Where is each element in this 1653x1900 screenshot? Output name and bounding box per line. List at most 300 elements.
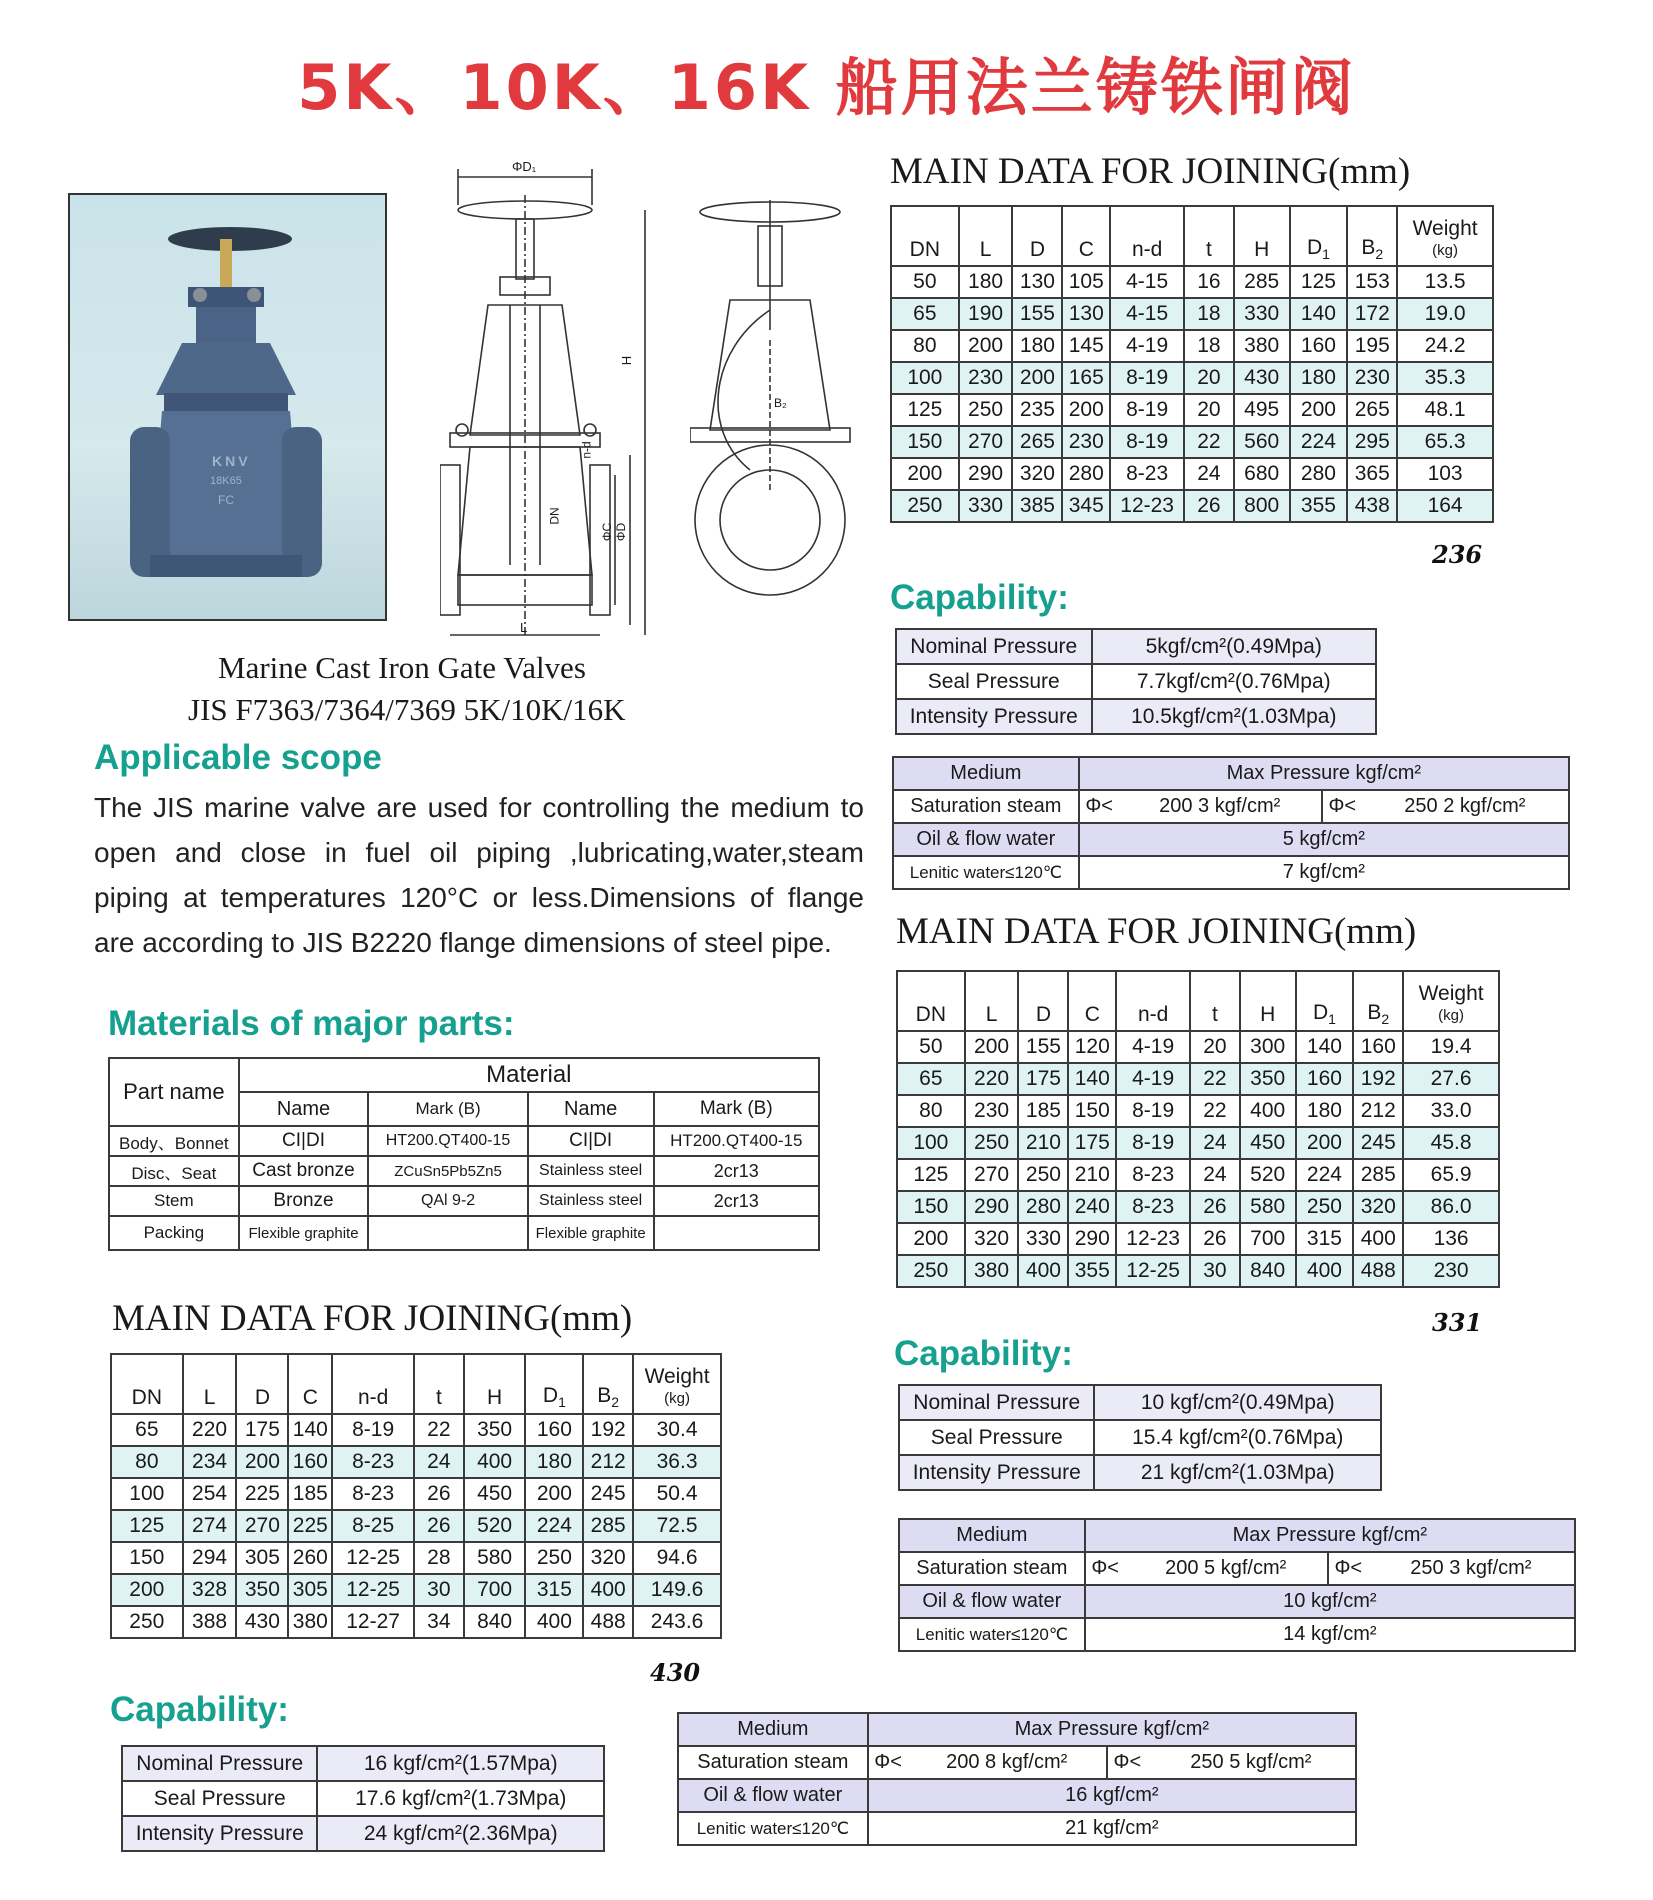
capability-heading-10k: Capability: — [894, 1334, 1073, 1373]
table-row — [897, 1095, 1499, 1127]
table-row — [111, 1574, 721, 1606]
cell-b2: 320 — [583, 1542, 633, 1574]
data-table-5k-body — [891, 206, 1493, 522]
cell-b2: 195 — [1347, 330, 1397, 362]
materials-part: Body、Bonnet — [109, 1126, 239, 1156]
cap-nominal-value: 10 kgf/cm²(0.49Mpa) — [1094, 1385, 1381, 1420]
cell-dn: 80 — [897, 1095, 965, 1127]
cell-h: 680 — [1234, 458, 1290, 490]
cell-dn: 150 — [897, 1191, 965, 1223]
cell-h: 520 — [464, 1510, 526, 1542]
front-view-drawing — [440, 159, 660, 645]
dim-d1-label: ΦD₁ — [512, 159, 537, 174]
cell-b2: 400 — [583, 1574, 633, 1606]
cell-c: 345 — [1062, 490, 1110, 522]
weight-label: Weight — [1412, 217, 1478, 240]
cell-t: 18 — [1184, 330, 1234, 362]
cap-nominal-value: 16 kgf/cm²(1.57Mpa) — [317, 1746, 604, 1781]
col-header-b2 — [583, 1354, 633, 1414]
cell-dn: 65 — [111, 1414, 183, 1446]
table-row — [891, 458, 1493, 490]
cell-dn: 125 — [897, 1159, 965, 1191]
materials-mark-a: HT200.QT400-15 — [368, 1126, 527, 1156]
materials-row — [109, 1216, 819, 1250]
table-row — [891, 394, 1493, 426]
cell-dn: 125 — [891, 394, 959, 426]
cell-b2: 295 — [1347, 426, 1397, 458]
cell-d: 350 — [236, 1574, 288, 1606]
cell-nd: 12-25 — [332, 1574, 414, 1606]
dim-dn-label: DN — [547, 507, 562, 525]
cell-d: 175 — [1018, 1063, 1068, 1095]
cell-d1: 200 — [1290, 394, 1348, 426]
materials-name-a: CI|DI — [239, 1126, 369, 1156]
table-row — [891, 426, 1493, 458]
mp-oil-label: Oil & flow water — [678, 1779, 868, 1812]
capability-heading-16k: Capability: — [110, 1690, 289, 1729]
cell-nd: 12-25 — [332, 1542, 414, 1574]
mp-steam-label: Saturation steam — [678, 1746, 868, 1779]
cell-b2: 245 — [1353, 1127, 1403, 1159]
cell-nd: 8-23 — [1116, 1191, 1190, 1223]
cell-t: 24 — [1190, 1159, 1240, 1191]
table-row — [111, 1414, 721, 1446]
caption-line-2: JIS F7363/7364/7369 5K/10K/16K — [188, 692, 626, 727]
cell-l: 328 — [183, 1574, 237, 1606]
cell-b2: 172 — [1347, 298, 1397, 330]
cell-c: 175 — [1068, 1127, 1116, 1159]
cell-weight: 24.2 — [1397, 330, 1493, 362]
col-header-d1 — [1290, 206, 1348, 266]
cell-d1: 315 — [525, 1574, 583, 1606]
cell-weight: 94.6 — [633, 1542, 721, 1574]
table-row — [897, 1191, 1499, 1223]
part-name-header: Part name — [109, 1058, 239, 1126]
cell-b2: 230 — [1347, 362, 1397, 394]
cell-c: 355 — [1068, 1255, 1116, 1287]
cap-nominal-label: Nominal Pressure — [122, 1746, 317, 1781]
cap-seal-value: 15.4 kgf/cm²(0.76Mpa) — [1094, 1420, 1381, 1455]
table-row — [891, 490, 1493, 522]
table-note-10k: 331 — [1432, 1308, 1483, 1337]
table-header-row — [891, 206, 1493, 266]
col-header-b2-sub: 2 — [1375, 246, 1384, 262]
cell-b2: 488 — [1353, 1255, 1403, 1287]
cell-l: 230 — [959, 362, 1013, 394]
cell-d: 280 — [1018, 1191, 1068, 1223]
cell-c: 105 — [1062, 266, 1110, 298]
table-row — [897, 1127, 1499, 1159]
cell-h: 450 — [1240, 1127, 1296, 1159]
cell-dn: 150 — [111, 1542, 183, 1574]
cell-d: 330 — [1018, 1223, 1068, 1255]
cell-d1: 224 — [1296, 1159, 1354, 1191]
cell-l: 380 — [965, 1255, 1019, 1287]
capability-heading-5k: Capability: — [890, 578, 1069, 617]
cell-nd: 8-25 — [332, 1510, 414, 1542]
photo-marking-2: 18K65 — [210, 475, 242, 487]
cell-weight: 136 — [1403, 1223, 1499, 1255]
mark-header-b: Mark (B) — [654, 1092, 819, 1126]
col-header-weight — [1397, 206, 1493, 266]
table-row — [897, 1223, 1499, 1255]
col-header-b2-sub: 2 — [611, 1394, 620, 1410]
col-header-l: L — [965, 971, 1019, 1031]
materials-mark-a: ZCuSn5Pb5Zn5 — [368, 1156, 527, 1186]
cell-h: 350 — [464, 1414, 526, 1446]
col-header-weight — [633, 1354, 721, 1414]
weight-label: Weight — [1418, 982, 1484, 1005]
cell-dn: 65 — [897, 1063, 965, 1095]
cell-dn: 50 — [891, 266, 959, 298]
materials-name-a1: CI — [282, 1130, 302, 1151]
materials-name-a: Bronze — [239, 1186, 369, 1216]
cell-l: 200 — [959, 330, 1013, 362]
cell-weight: 36.3 — [633, 1446, 721, 1478]
cell-d1: 160 — [525, 1414, 583, 1446]
cell-b2: 192 — [583, 1414, 633, 1446]
col-header-b2-main: B — [597, 1383, 612, 1407]
cell-dn: 200 — [111, 1574, 183, 1606]
cell-c: 200 — [1062, 394, 1110, 426]
cell-weight: 19.0 — [1397, 298, 1493, 330]
cell-b2: 265 — [1347, 394, 1397, 426]
photo-marking-3: FC — [218, 493, 234, 507]
cell-b2: 320 — [1353, 1191, 1403, 1223]
table-row — [111, 1446, 721, 1478]
cell-l: 254 — [183, 1478, 237, 1510]
cell-b2: 160 — [1353, 1031, 1403, 1063]
cap-intensity-value: 21 kgf/cm²(1.03Mpa) — [1094, 1455, 1381, 1490]
materials-mark-a: QAl 9-2 — [368, 1186, 527, 1216]
cell-c: 140 — [1068, 1063, 1116, 1095]
col-header-d: D — [1012, 206, 1062, 266]
cell-nd: 8-19 — [1110, 362, 1184, 394]
cell-d1: 400 — [1296, 1255, 1354, 1287]
cap-nominal-label: Nominal Pressure — [899, 1385, 1094, 1420]
materials-row — [109, 1186, 819, 1216]
mp-medium-header: Medium — [899, 1519, 1085, 1552]
weight-unit: (kg) — [1438, 1007, 1465, 1024]
cell-c: 280 — [1062, 458, 1110, 490]
cap-seal-label: Seal Pressure — [122, 1781, 317, 1816]
col-header-nd: n-d — [1110, 206, 1184, 266]
table-row — [897, 1031, 1499, 1063]
table-header-row — [897, 971, 1499, 1031]
cell-l: 270 — [965, 1159, 1019, 1191]
cell-h: 380 — [1234, 330, 1290, 362]
cell-dn: 65 — [891, 298, 959, 330]
data-table-16k-body — [111, 1354, 721, 1638]
table-row — [891, 330, 1493, 362]
cell-weight: 72.5 — [633, 1510, 721, 1542]
cell-d: 200 — [1012, 362, 1062, 394]
cell-nd: 4-15 — [1110, 298, 1184, 330]
cell-t: 22 — [414, 1414, 464, 1446]
cell-weight: 65.3 — [1397, 426, 1493, 458]
cell-nd: 8-23 — [1116, 1159, 1190, 1191]
cell-dn: 125 — [111, 1510, 183, 1542]
mp-oil-value: 5 kgf/cm² — [1079, 823, 1569, 856]
cell-d: 225 — [236, 1478, 288, 1510]
mp-medium-header: Medium — [893, 757, 1079, 790]
mp-steam-b: 250 2 kgf/cm² — [1362, 790, 1569, 823]
cell-nd: 8-23 — [332, 1478, 414, 1510]
cell-t: 22 — [1190, 1095, 1240, 1127]
cell-h: 495 — [1234, 394, 1290, 426]
cell-dn: 250 — [111, 1606, 183, 1638]
data-table-10k-body — [897, 971, 1499, 1287]
mp-phi-b: Φ< — [1328, 1552, 1368, 1585]
cap-seal-value: 7.7kgf/cm²(0.76Mpa) — [1092, 664, 1377, 699]
cell-dn: 250 — [897, 1255, 965, 1287]
cell-c: 290 — [1068, 1223, 1116, 1255]
materials-name-b: CI|DI — [528, 1126, 654, 1156]
cell-c: 160 — [288, 1446, 332, 1478]
front-view-svg — [440, 165, 660, 645]
cell-d: 210 — [1018, 1127, 1068, 1159]
table-row — [897, 1159, 1499, 1191]
mp-lenitic-label: Lenitic water≤120℃ — [899, 1618, 1085, 1651]
col-header-d1-main: D — [1312, 1000, 1329, 1024]
col-header-l: L — [959, 206, 1013, 266]
mp-oil-label: Oil & flow water — [899, 1585, 1085, 1618]
cell-weight: 48.1 — [1397, 394, 1493, 426]
cell-d: 250 — [1018, 1159, 1068, 1191]
photo-marking-1: KNV — [212, 453, 251, 469]
cell-d1: 125 — [1290, 266, 1348, 298]
cell-nd: 12-23 — [1116, 1223, 1190, 1255]
col-header-t: t — [1190, 971, 1240, 1031]
materials-part: Stem — [109, 1186, 239, 1216]
cell-l: 290 — [959, 458, 1013, 490]
cell-nd: 12-23 — [1110, 490, 1184, 522]
dim-l-label: L — [520, 620, 528, 635]
mp-max-header: Max Pressure kgf/cm² — [1079, 757, 1569, 790]
cell-c: 225 — [288, 1510, 332, 1542]
col-header-c: C — [1062, 206, 1110, 266]
cell-h: 285 — [1234, 266, 1290, 298]
cell-t: 26 — [1184, 490, 1234, 522]
dim-d-label: ΦD — [614, 522, 629, 542]
cell-nd: 8-19 — [1116, 1095, 1190, 1127]
col-header-b2 — [1347, 206, 1397, 266]
cell-h: 450 — [464, 1478, 526, 1510]
dim-h-label: H — [619, 355, 635, 366]
materials-name-b: Stainless steel — [528, 1186, 654, 1216]
main-data-heading-10k: MAIN DATA FOR JOINING(mm) — [896, 911, 1417, 952]
cell-weight: 45.8 — [1403, 1127, 1499, 1159]
cell-weight: 33.0 — [1403, 1095, 1499, 1127]
cell-c: 260 — [288, 1542, 332, 1574]
cell-l: 220 — [965, 1063, 1019, 1095]
cell-c: 130 — [1062, 298, 1110, 330]
table-row — [891, 362, 1493, 394]
table-header-row — [111, 1354, 721, 1414]
max-pressure-table-16k — [677, 1712, 1357, 1846]
cell-l: 220 — [183, 1414, 237, 1446]
col-header-h: H — [1240, 971, 1296, 1031]
cell-dn: 150 — [891, 426, 959, 458]
cell-t: 20 — [1190, 1031, 1240, 1063]
cell-nd: 8-19 — [1116, 1127, 1190, 1159]
weight-unit: (kg) — [664, 1390, 690, 1407]
cell-weight: 27.6 — [1403, 1063, 1499, 1095]
col-header-d1-sub: 1 — [1322, 246, 1330, 262]
cell-b2: 285 — [583, 1510, 633, 1542]
mp-lenitic-value: 7 kgf/cm² — [1079, 856, 1569, 889]
cell-l: 234 — [183, 1446, 237, 1478]
cell-l: 190 — [959, 298, 1013, 330]
col-header-d1-sub: 1 — [558, 1394, 566, 1410]
page-title: 5K、10K、16K 船用法兰铸铁闸阀 — [297, 51, 1356, 124]
cell-nd: 12-25 — [1116, 1255, 1190, 1287]
mp-max-header: Max Pressure kgf/cm² — [1085, 1519, 1575, 1552]
cap-seal-label: Seal Pressure — [896, 664, 1092, 699]
capability-table-5k — [895, 628, 1377, 735]
cell-c: 165 — [1062, 362, 1110, 394]
cell-b2: 438 — [1347, 490, 1397, 522]
cell-l: 250 — [965, 1127, 1019, 1159]
materials-row — [109, 1156, 819, 1186]
col-header-d: D — [1018, 971, 1068, 1031]
cell-l: 294 — [183, 1542, 237, 1574]
col-header-weight — [1403, 971, 1499, 1031]
capability-table-16k — [121, 1745, 605, 1852]
col-header-dn: DN — [111, 1354, 183, 1414]
cell-d1: 400 — [525, 1606, 583, 1638]
materials-name-b1: CI — [569, 1130, 589, 1151]
data-table-16k — [110, 1353, 722, 1639]
cell-t: 24 — [1190, 1127, 1240, 1159]
cell-d: 185 — [1018, 1095, 1068, 1127]
cell-d1: 200 — [525, 1478, 583, 1510]
col-header-t: t — [1184, 206, 1234, 266]
cell-c: 150 — [1068, 1095, 1116, 1127]
materials-name-a2: DI — [305, 1130, 325, 1151]
cell-c: 145 — [1062, 330, 1110, 362]
cell-weight: 86.0 — [1403, 1191, 1499, 1223]
mp-phi-a: Φ< — [868, 1746, 908, 1779]
cap-intensity-label: Intensity Pressure — [899, 1455, 1094, 1490]
cell-weight: 230 — [1403, 1255, 1499, 1287]
cell-dn: 200 — [897, 1223, 965, 1255]
cell-h: 580 — [464, 1542, 526, 1574]
cell-h: 700 — [464, 1574, 526, 1606]
cell-d1: 140 — [1290, 298, 1348, 330]
cell-weight: 35.3 — [1397, 362, 1493, 394]
col-header-d1-main: D — [542, 1383, 559, 1407]
weight-label: Weight — [644, 1365, 710, 1388]
cell-d1: 250 — [1296, 1191, 1354, 1223]
cell-b2: 245 — [583, 1478, 633, 1510]
capability-table-10k — [898, 1384, 1382, 1491]
cell-nd: 8-19 — [1110, 394, 1184, 426]
cell-t: 20 — [1184, 394, 1234, 426]
table-row — [111, 1510, 721, 1542]
cell-d1: 180 — [1290, 362, 1348, 394]
side-view-drawing — [690, 190, 860, 610]
cell-d: 155 — [1018, 1031, 1068, 1063]
materials-table — [108, 1057, 820, 1251]
dim-b2-label: B₂ — [774, 396, 787, 410]
mp-steam-label: Saturation steam — [893, 790, 1079, 823]
cell-l: 200 — [965, 1031, 1019, 1063]
cell-weight: 13.5 — [1397, 266, 1493, 298]
cell-c: 240 — [1068, 1191, 1116, 1223]
cell-b2: 212 — [583, 1446, 633, 1478]
valve-photo — [68, 193, 387, 621]
mp-steam-a: 200 3 kgf/cm² — [1119, 790, 1322, 823]
cell-h: 400 — [1240, 1095, 1296, 1127]
cell-d1: 140 — [1296, 1031, 1354, 1063]
cell-nd: 8-19 — [1110, 426, 1184, 458]
cell-dn: 80 — [111, 1446, 183, 1478]
col-header-dn: DN — [891, 206, 959, 266]
materials-part: Disc、Seat — [109, 1156, 239, 1186]
materials-mark-b: 2cr13 — [654, 1156, 819, 1186]
cell-b2: 153 — [1347, 266, 1397, 298]
cell-dn: 100 — [891, 362, 959, 394]
col-header-dn: DN — [897, 971, 965, 1031]
cell-weight: 65.9 — [1403, 1159, 1499, 1191]
table-row — [111, 1542, 721, 1574]
cell-t: 30 — [1190, 1255, 1240, 1287]
cell-d: 130 — [1012, 266, 1062, 298]
main-data-heading-5k: MAIN DATA FOR JOINING(mm) — [890, 151, 1411, 192]
cell-d: 265 — [1012, 426, 1062, 458]
caption-line-1: Marine Cast Iron Gate Valves — [218, 650, 586, 685]
table-note-16k: 430 — [650, 1658, 701, 1687]
cell-l: 180 — [959, 266, 1013, 298]
cell-t: 20 — [1184, 362, 1234, 394]
cap-intensity-label: Intensity Pressure — [896, 699, 1092, 734]
cell-h: 840 — [1240, 1255, 1296, 1287]
cell-dn: 200 — [891, 458, 959, 490]
cell-d1: 160 — [1290, 330, 1348, 362]
data-table-5k — [890, 205, 1494, 523]
cell-t: 28 — [414, 1542, 464, 1574]
cell-b2: 192 — [1353, 1063, 1403, 1095]
cell-b2: 400 — [1353, 1223, 1403, 1255]
cell-h: 350 — [1240, 1063, 1296, 1095]
col-header-h: H — [1234, 206, 1290, 266]
cell-h: 800 — [1234, 490, 1290, 522]
cell-d: 270 — [236, 1510, 288, 1542]
col-header-b2-sub: 2 — [1381, 1011, 1390, 1027]
cell-c: 380 — [288, 1606, 332, 1638]
mp-steam-b: 250 3 kgf/cm² — [1368, 1552, 1575, 1585]
cap-seal-label: Seal Pressure — [899, 1420, 1094, 1455]
mp-lenitic-value: 21 kgf/cm² — [868, 1812, 1356, 1845]
weight-unit: (kg) — [1432, 242, 1459, 259]
cell-h: 430 — [1234, 362, 1290, 394]
mp-phi-a: Φ< — [1085, 1552, 1125, 1585]
cell-d1: 160 — [1296, 1063, 1354, 1095]
mp-oil-value: 16 kgf/cm² — [868, 1779, 1356, 1812]
cell-l: 250 — [959, 394, 1013, 426]
cell-d: 385 — [1012, 490, 1062, 522]
cell-nd: 8-19 — [332, 1414, 414, 1446]
max-pressure-table-5k — [892, 756, 1570, 890]
mp-oil-label: Oil & flow water — [893, 823, 1079, 856]
cell-h: 330 — [1234, 298, 1290, 330]
cell-nd: 8-23 — [1110, 458, 1184, 490]
col-header-l: L — [183, 1354, 237, 1414]
cell-h: 560 — [1234, 426, 1290, 458]
cell-d1: 355 — [1290, 490, 1348, 522]
materials-name-a: Cast bronze — [239, 1156, 369, 1186]
